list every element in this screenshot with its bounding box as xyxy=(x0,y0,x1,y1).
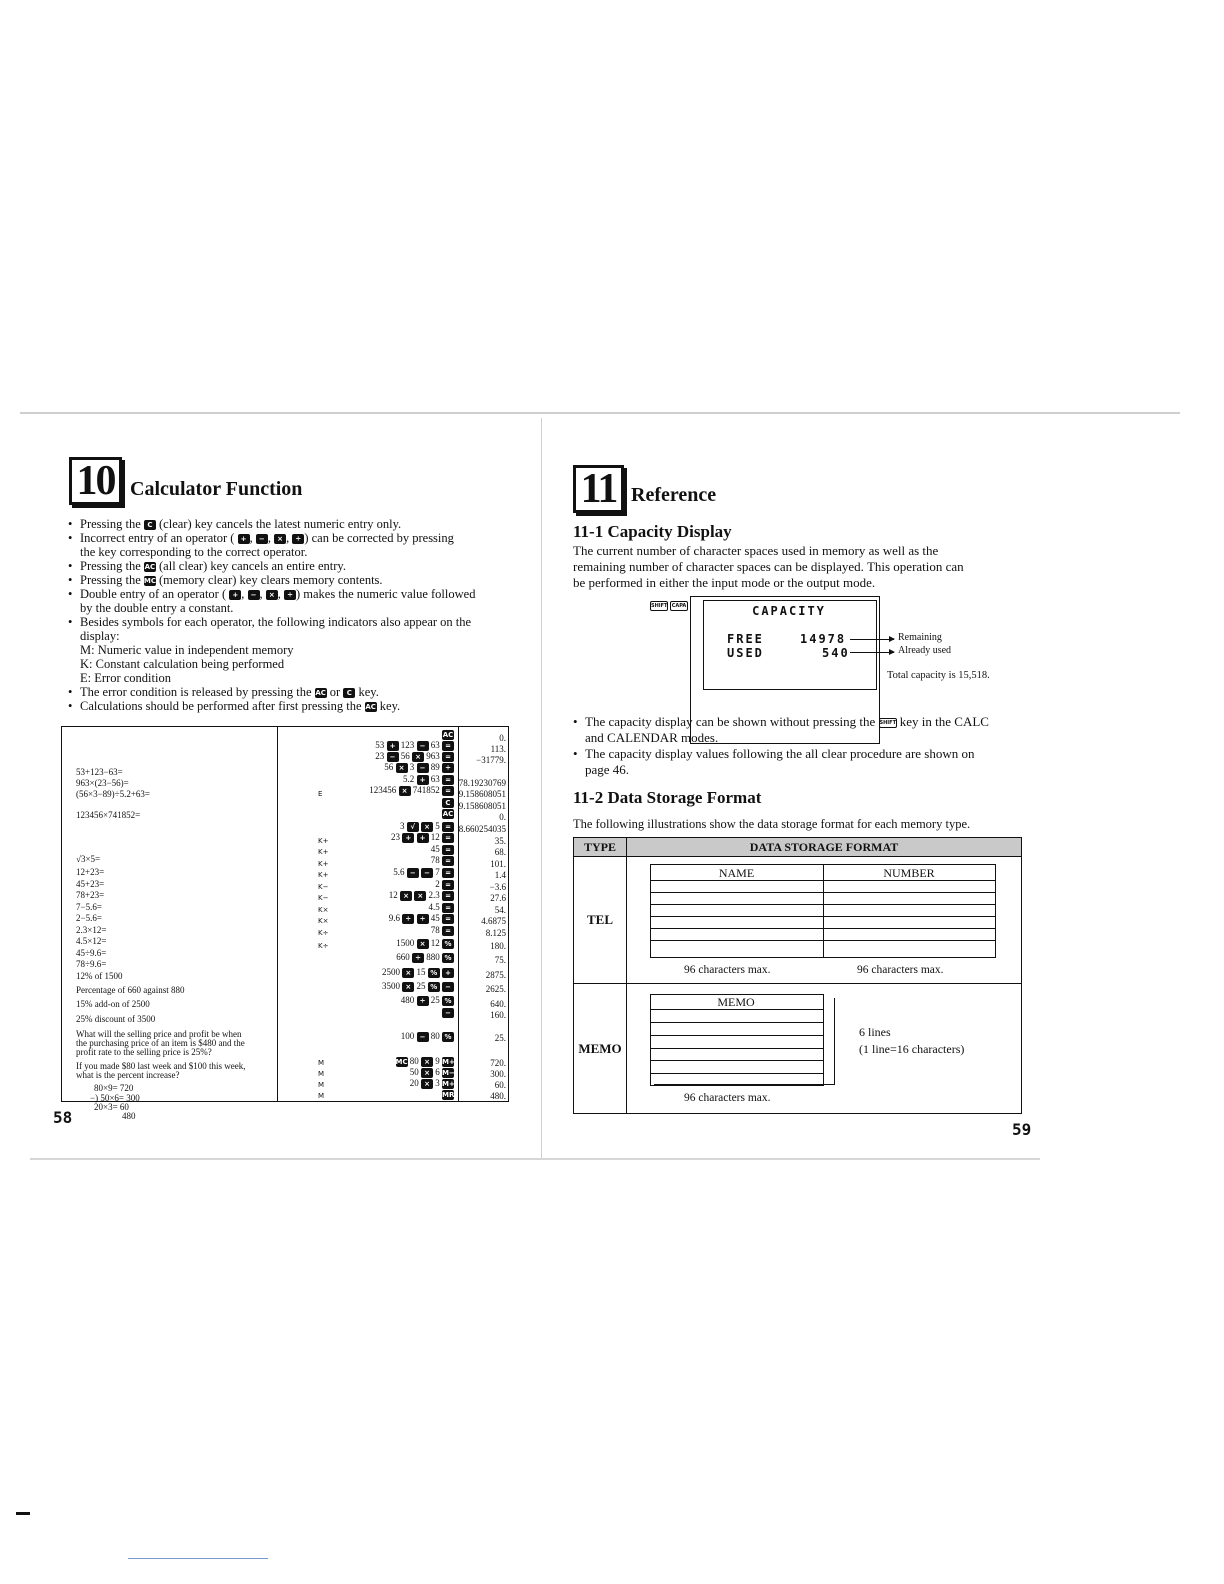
indicator-7: K× xyxy=(318,906,329,914)
example-10: 2.3×12= xyxy=(76,925,107,935)
tel-grid-line xyxy=(650,928,995,929)
result-8: 35. xyxy=(494,836,506,846)
result-22: 160. xyxy=(490,1010,506,1020)
indicator-0: E xyxy=(318,790,323,798)
memo-lines-caption: 6 lines xyxy=(859,1025,891,1039)
memo-grid-line xyxy=(650,1048,823,1049)
key-operation-3: 56 × 3 − 89 ÷ xyxy=(384,762,454,773)
key-operation-20: 2500 × 15 % + xyxy=(382,967,454,978)
key-icon: ÷ xyxy=(402,914,414,924)
example-20: profit rate to the selling price is 25%? xyxy=(76,1047,212,1057)
free-value: 14978 xyxy=(800,632,847,646)
key-icon: × xyxy=(421,1079,433,1089)
example-4: √3×5= xyxy=(76,854,101,864)
memo-grid-shadow xyxy=(654,998,835,1085)
key-icon: × xyxy=(402,982,414,992)
paragraph-line: remaining number of character spaces can be displayed. This operation can xyxy=(573,559,964,574)
storage-description: The following illustrations show the data storage format for each memory type. xyxy=(573,817,971,831)
key-operation-9: 23 + + 12 = xyxy=(391,832,454,843)
footer-rule xyxy=(128,1558,268,1559)
remaining-note: Remaining xyxy=(898,632,942,643)
example-8: 7−5.6= xyxy=(76,902,102,912)
indicator-10: K÷ xyxy=(318,942,329,950)
shift-key-icon: SHIFT xyxy=(651,603,668,609)
header-type: TYPE xyxy=(574,838,627,857)
key-icon: = xyxy=(442,845,454,855)
bullet-all-clear-first: • Calculations should be performed after first pressing the AC key. xyxy=(68,699,518,713)
key-SHIFT-icon: SHIFT xyxy=(879,720,896,727)
key-icon: × xyxy=(400,891,412,901)
note-cont: and CALENDAR modes. xyxy=(585,730,719,745)
capacity-heading: CAPACITY xyxy=(752,604,826,618)
key-+-icon: + xyxy=(229,590,241,600)
result-21: 640. xyxy=(490,999,506,1009)
key-icon: × xyxy=(421,822,433,832)
bullet-double-entry: • Double entry of an operator ( + , − , × , ÷ ) makes the numeric value followed xyxy=(68,587,518,601)
result-23: 25. xyxy=(494,1033,506,1043)
results-column xyxy=(458,727,508,1101)
indicator-8: K× xyxy=(318,917,329,925)
example-17: 25% discount of 3500 xyxy=(76,1014,156,1024)
key-icon: + xyxy=(417,775,429,785)
key-−-icon: − xyxy=(256,534,268,544)
result-27: 480. xyxy=(490,1091,506,1101)
key-icon: × xyxy=(417,939,429,949)
bullet-clear: • Pressing the C (clear) key cancels the latest numeric entry only. xyxy=(68,517,518,531)
key-AC-icon: AC xyxy=(144,563,156,572)
key-icon: = xyxy=(442,868,454,878)
key-AC-icon: AC xyxy=(365,703,376,712)
memo-line-length: (1 line=16 characters) xyxy=(859,1042,965,1056)
key-icon: MR xyxy=(442,1090,455,1099)
result-0: 0. xyxy=(499,733,506,743)
key-icon: √ xyxy=(407,822,419,832)
key-operation-12: 5.6 − − 7 = xyxy=(393,867,454,878)
indicator-2: K+ xyxy=(318,848,329,856)
key-icon: = xyxy=(442,880,454,890)
tel-number-caption: 96 characters max. xyxy=(857,964,944,976)
capacity-notes xyxy=(573,714,1023,778)
memo-header: MEMO xyxy=(717,995,755,1009)
result-12: −3.6 xyxy=(489,882,506,892)
result-26: 60. xyxy=(494,1080,506,1090)
key-operation-6 xyxy=(442,797,454,808)
memo-grid-line xyxy=(650,1022,823,1023)
example-23: 80×9= 720 xyxy=(94,1083,134,1093)
key-operation-4: 5.2 + 63 = xyxy=(403,774,454,785)
key-icon: = xyxy=(442,741,454,751)
key-operation-23 xyxy=(442,1007,454,1018)
section-title-capacity: 11-1 Capacity Display xyxy=(573,522,732,541)
header-format: DATA STORAGE FORMAT xyxy=(627,838,1021,857)
note-cont: page 46. xyxy=(585,762,630,777)
key-icon: ÷ xyxy=(417,996,429,1006)
result-16: 8.125 xyxy=(485,928,506,938)
key-icon: − xyxy=(421,868,433,878)
example-0: 53+123−63= xyxy=(76,767,123,777)
page-number-right: 59 xyxy=(1012,1120,1032,1139)
result-25: 300. xyxy=(490,1069,506,1079)
key-operation-24: 100 − 80 % xyxy=(401,1031,454,1042)
capa-key-icon: CAPA xyxy=(671,603,687,609)
key-−-icon: − xyxy=(248,590,260,600)
tel-name-caption: 96 characters max. xyxy=(684,964,771,976)
key-icon: − xyxy=(387,752,399,762)
indicator-3: K+ xyxy=(318,860,329,868)
key-operation-14: 12 × × 2.3 = xyxy=(389,890,454,901)
calculator-notes xyxy=(68,517,518,713)
result-4: 9.158608051 xyxy=(458,789,506,799)
example-12: 45÷9.6= xyxy=(76,948,107,958)
example-3: 123456×741852= xyxy=(76,810,141,820)
result-11: 1.4 xyxy=(494,870,506,880)
key-icon: % xyxy=(442,1032,454,1042)
example-18: What will the selling price and profit be when xyxy=(76,1029,242,1039)
key-operation-17: 78 = xyxy=(431,925,454,936)
bullet-operator-correction: • Incorrect entry of an operator ( + , − , × , ÷ ) can be corrected by pressing xyxy=(68,531,518,545)
key-icon: ÷ xyxy=(417,914,429,924)
key-icon: = xyxy=(442,833,454,843)
key-×-icon: × xyxy=(266,590,278,600)
key-icon: % xyxy=(442,953,454,963)
indicator-12: M xyxy=(318,1070,325,1078)
key-icon: − xyxy=(417,1032,429,1042)
indicator-m: M: Numeric value in independent memory xyxy=(80,643,294,657)
bullet-memory-clear: • Pressing the MC (memory clear) key clears memory contents. xyxy=(68,573,518,587)
key-operations-column xyxy=(277,727,459,1101)
key-icon: = xyxy=(442,822,454,832)
result-9: 68. xyxy=(494,847,506,857)
key-icon: = xyxy=(442,926,454,936)
key-icon: = xyxy=(442,786,454,796)
key-icon: = xyxy=(442,914,454,924)
key-AC-icon: AC xyxy=(315,689,326,698)
example-5: 12+23= xyxy=(76,867,105,877)
key-icon: × xyxy=(421,1057,433,1067)
used-value: 540 xyxy=(822,646,850,660)
indicator-6: K− xyxy=(318,894,329,902)
key-×-icon: × xyxy=(274,534,286,544)
example-25: 20×3= 60 xyxy=(94,1102,129,1112)
key-operation-0 xyxy=(442,729,454,740)
indicator-9: K÷ xyxy=(318,929,329,937)
key-icon: − xyxy=(417,763,429,773)
result-2: −31779. xyxy=(476,755,506,765)
calculation-examples-table xyxy=(61,726,509,1121)
key-operation-25: MC 80 × 9 M+ xyxy=(395,1056,455,1066)
indicator-14: M xyxy=(318,1092,325,1100)
indicator-e: E: Error condition xyxy=(80,671,171,685)
key-icon: × xyxy=(402,968,414,978)
indicator-1: K+ xyxy=(318,837,329,845)
bullet-cont: the key corresponding to the correct operator. xyxy=(80,545,308,559)
example-1: 963×(23−56)= xyxy=(76,778,129,788)
remaining-arrow-icon xyxy=(850,639,894,640)
key-icon: × xyxy=(399,786,411,796)
key-icon: ÷ xyxy=(412,953,424,963)
example-21: If you made $80 last week and $100 this week, xyxy=(76,1061,246,1071)
bullet-all-clear: • Pressing the AC (all clear) key cancels an entire entry. xyxy=(68,559,518,573)
bullet-error-release: • The error condition is released by pressing the AC or C key. xyxy=(68,685,518,699)
result-10: 101. xyxy=(490,859,506,869)
key-icon: M− xyxy=(442,1068,455,1077)
key-operation-2: 23 − 56 × 963 = xyxy=(375,751,454,762)
book-spine xyxy=(541,418,542,1158)
key-operation-8: 3 √ × 5 = xyxy=(400,821,454,832)
key-operation-19: 660 ÷ 880 % xyxy=(396,952,454,963)
example-13: 78÷9.6= xyxy=(76,959,107,969)
key-icon: M+ xyxy=(442,1057,455,1066)
key-MC-icon: MC xyxy=(143,577,156,586)
key-icon: = xyxy=(442,775,454,785)
key-icon: C xyxy=(442,798,454,808)
key-÷-icon: ÷ xyxy=(292,534,304,544)
tel-grid-line xyxy=(650,880,995,881)
scan-mark xyxy=(16,1512,30,1515)
key-icon: M+ xyxy=(442,1079,455,1088)
key-operation-28 xyxy=(442,1089,454,1100)
memo-grid-line xyxy=(650,1035,823,1036)
chapter-title: Reference xyxy=(631,484,717,506)
note-capacity-calc: • The capacity display can be shown without pressing the SHIFT key in the CALC xyxy=(573,714,1023,730)
memo-grid-line xyxy=(650,1009,823,1010)
key-icon: − xyxy=(442,1008,454,1018)
tel-grid-line xyxy=(650,940,995,941)
result-7: 8.660254035 xyxy=(458,824,506,834)
key-icon: % xyxy=(442,939,454,949)
key-icon: = xyxy=(442,891,454,901)
tel-number-header: NUMBER xyxy=(883,866,935,880)
row-divider xyxy=(574,983,1021,984)
key-operation-1: 53 + 123 − 63 = xyxy=(375,740,454,751)
key-C-icon: C xyxy=(343,688,355,698)
chapter-title: Calculator Function xyxy=(130,478,303,500)
key-icon: + xyxy=(387,741,399,751)
example-26: 480 xyxy=(122,1111,136,1121)
total-capacity-note: Total capacity is 15,518. xyxy=(887,670,990,681)
paragraph-line: be performed in either the input mode or the output mode. xyxy=(573,575,876,590)
free-label: FREE xyxy=(727,632,764,646)
indicator-13: M xyxy=(318,1081,325,1089)
key-operation-21: 3500 × 25 % − xyxy=(382,981,454,992)
example-15: Percentage of 660 against 880 xyxy=(76,985,185,995)
key-icon: ÷ xyxy=(442,763,454,773)
key-operation-5: 123456 × 741852 = xyxy=(369,785,454,796)
result-17: 180. xyxy=(490,941,506,951)
bullet-cont: display: xyxy=(80,629,120,643)
key-icon: = xyxy=(442,856,454,866)
key-icon: × xyxy=(414,891,426,901)
key-icon: − xyxy=(417,741,429,751)
note-capacity-page: • The capacity display values following the all clear procedure are shown on xyxy=(573,746,1023,762)
key-icon: + xyxy=(417,833,429,843)
result-1: 113. xyxy=(490,744,506,754)
result-20: 2625. xyxy=(485,984,506,994)
bullet-cont: by the double entry a constant. xyxy=(80,601,234,615)
capacity-description xyxy=(573,543,1021,591)
bullet-indicators: • Besides symbols for each operator, the following indicators also appear on the xyxy=(68,615,518,629)
key-operation-26: 50 × 6 M− xyxy=(409,1067,455,1077)
example-2: (56×3−89)÷5.2+63= xyxy=(76,789,150,799)
key-operation-15: 4.5 = xyxy=(429,902,455,913)
memo-grid-line xyxy=(650,1073,823,1074)
memo-caption: 96 characters max. xyxy=(684,1092,771,1104)
key-icon: = xyxy=(442,903,454,913)
key-÷-icon: ÷ xyxy=(284,590,296,600)
chapter-number-badge: 10 xyxy=(69,457,122,505)
spread-bottom-edge xyxy=(30,1158,1040,1160)
key-icon: − xyxy=(442,982,454,992)
example-9: 2−5.6= xyxy=(76,913,102,923)
key-icon: % xyxy=(428,982,440,992)
key-operation-13: 2 = xyxy=(435,879,454,890)
used-arrow-icon xyxy=(850,652,894,653)
memo-grid-line xyxy=(650,1060,823,1061)
page-number-left: 58 xyxy=(53,1108,73,1127)
result-6: 0. xyxy=(499,812,506,822)
tel-grid-line xyxy=(650,904,995,905)
key-icon: AC xyxy=(442,809,454,818)
used-note: Already used xyxy=(898,645,952,656)
key-operation-27: 20 × 3 M+ xyxy=(409,1078,455,1088)
example-11: 4.5×12= xyxy=(76,936,107,946)
key-icon: % xyxy=(442,996,454,1006)
key-operation-7 xyxy=(442,808,454,819)
key-C-icon: C xyxy=(144,520,156,530)
result-3: 78.19230769 xyxy=(458,778,506,788)
result-18: 75. xyxy=(494,955,506,965)
tel-grid-line xyxy=(650,892,995,893)
spread-top-edge xyxy=(20,412,1180,414)
used-label: USED xyxy=(727,646,764,660)
result-24: 720. xyxy=(490,1058,506,1068)
indicator-k: K: Constant calculation being performed xyxy=(80,657,285,671)
indicator-11: M xyxy=(318,1059,325,1067)
example-22: what is the percent increase? xyxy=(76,1070,180,1080)
key-operation-22: 480 ÷ 25 % xyxy=(401,995,454,1006)
key-icon: + xyxy=(402,833,414,843)
tel-grid-line xyxy=(650,916,995,917)
example-19: the purchasing price of an item is $480 and the xyxy=(76,1038,245,1048)
result-15: 4.6875 xyxy=(481,916,506,926)
key-icon: − xyxy=(407,868,419,878)
indicator-4: K+ xyxy=(318,871,329,879)
capacity-key-sequence xyxy=(650,601,688,611)
result-13: 27.6 xyxy=(490,893,506,903)
result-19: 2875. xyxy=(485,970,506,980)
example-6: 45+23= xyxy=(76,879,105,889)
indicator-5: K− xyxy=(318,883,329,891)
key-icon: MC xyxy=(395,1057,408,1066)
example-24: −) 50×6= 300 xyxy=(90,1093,140,1103)
section-title-storage: 11-2 Data Storage Format xyxy=(573,788,762,807)
key-icon: × xyxy=(412,752,424,762)
result-5: 9.158608051 xyxy=(458,801,506,811)
key-+-icon: + xyxy=(238,534,250,544)
result-14: 54. xyxy=(494,905,506,915)
key-icon: × xyxy=(396,763,408,773)
chapter-number-badge: 11 xyxy=(573,465,624,513)
key-operation-10: 45 = xyxy=(431,844,454,855)
examples-column xyxy=(62,727,277,1121)
column-divider xyxy=(626,856,627,1113)
key-icon: = xyxy=(442,752,454,762)
key-icon: + xyxy=(442,968,454,978)
type-tel: TEL xyxy=(586,912,613,927)
paragraph-line: The current number of character spaces used in memory as well as the xyxy=(573,543,939,558)
key-operation-18: 1500 × 12 % xyxy=(396,938,454,949)
tel-name-header: NAME xyxy=(718,866,755,880)
key-icon: AC xyxy=(442,730,454,739)
key-operation-11: 78 = xyxy=(431,855,454,866)
example-7: 78+23= xyxy=(76,890,105,900)
key-icon: % xyxy=(428,968,440,978)
data-storage-format-table xyxy=(573,837,1022,1114)
example-14: 12% of 1500 xyxy=(76,971,123,981)
key-operation-16: 9.6 ÷ ÷ 45 = xyxy=(389,913,454,924)
key-icon: × xyxy=(421,1068,433,1078)
example-16: 15% add-on of 2500 xyxy=(76,999,150,1009)
type-memo: MEMO xyxy=(578,1041,622,1056)
